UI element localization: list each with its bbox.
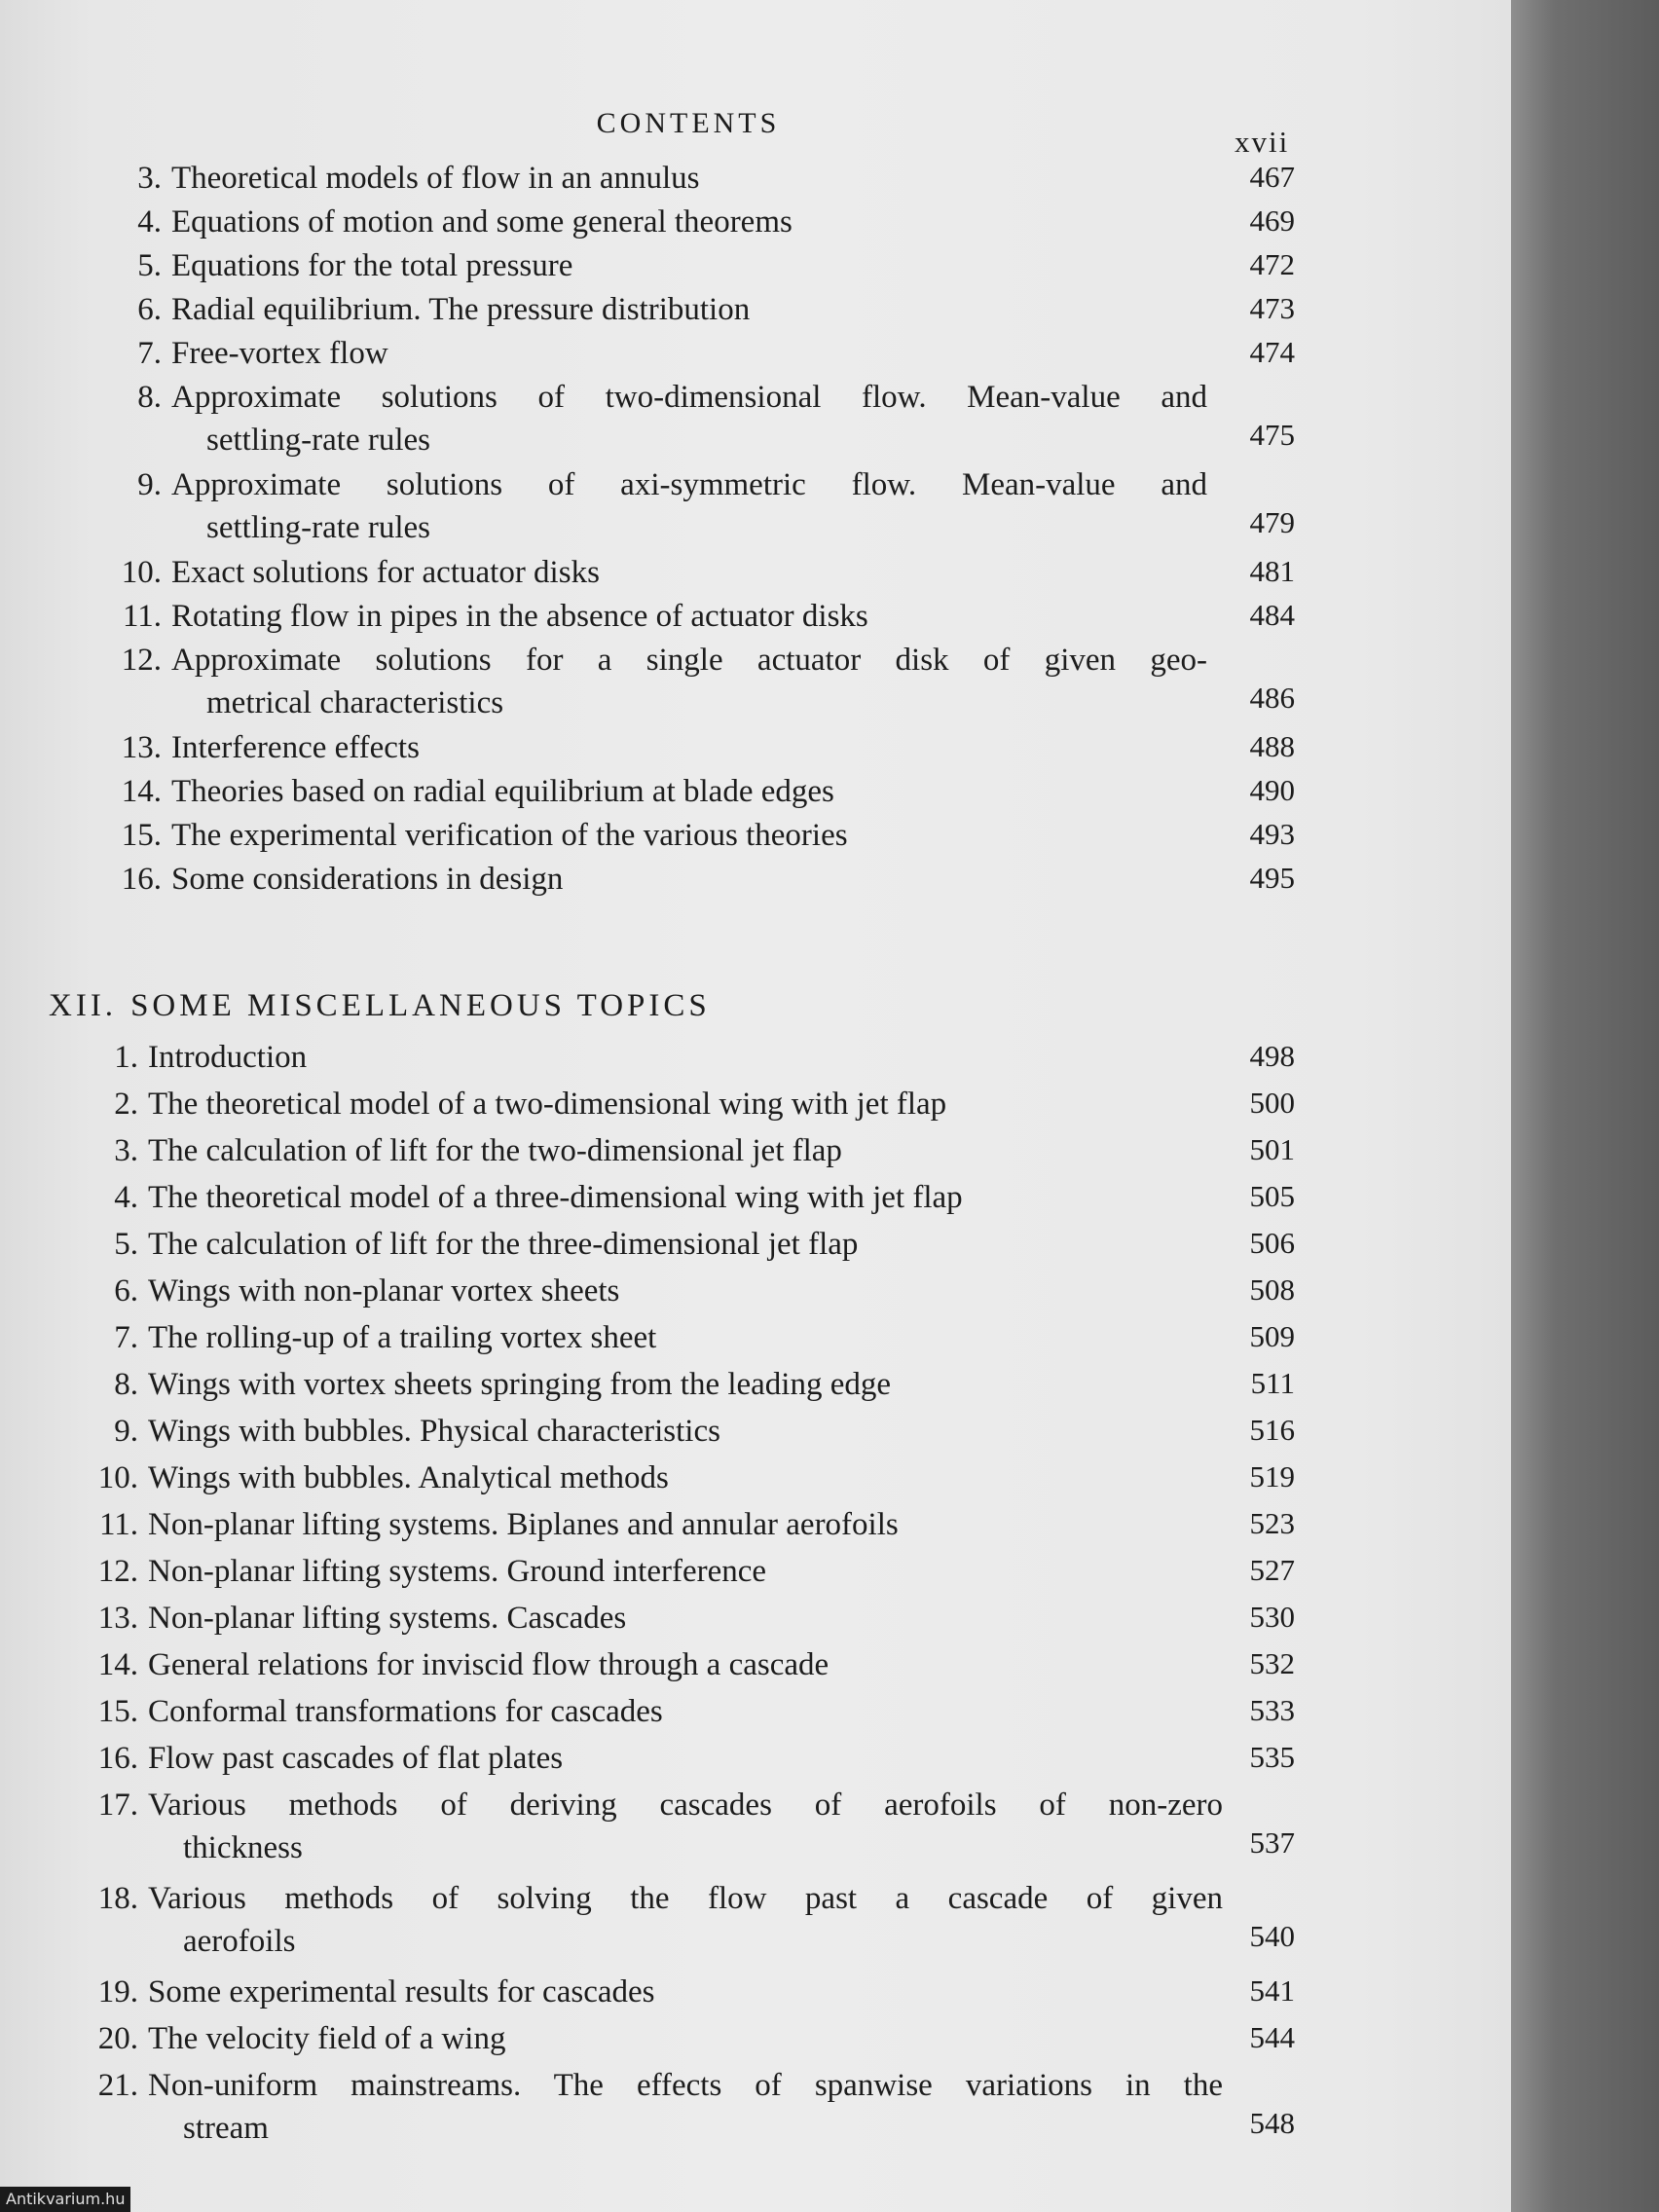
toc-entry-number: 8. xyxy=(137,380,162,415)
toc-page-number: 472 xyxy=(1249,247,1295,281)
toc-entry-number: 19. xyxy=(97,1974,138,2009)
toc-entry-number: 21. xyxy=(97,2068,138,2103)
toc-entry-number: 5. xyxy=(137,248,162,283)
toc-entry-number: 12. xyxy=(121,643,162,678)
toc-page-number: 488 xyxy=(1249,729,1295,763)
toc-entry-number: 11. xyxy=(98,1507,138,1542)
toc-entry xyxy=(88,857,1207,903)
toc-entry-number: 10. xyxy=(97,1460,138,1495)
toc-entry xyxy=(64,1128,1223,1174)
toc-page-number: 475 xyxy=(1249,418,1295,452)
toc-entry-title: Conformal transformations for cascades xyxy=(148,1694,663,1729)
toc-entry xyxy=(64,2063,1223,2155)
toc-entry-title: Wings with bubbles. Analytical methods xyxy=(148,1460,669,1495)
toc-page-number: 484 xyxy=(1249,598,1295,632)
toc-entry-number: 12. xyxy=(97,1554,138,1589)
toc-entry-number: 2. xyxy=(114,1087,138,1122)
toc-entry-number: 1. xyxy=(114,1040,138,1075)
toc-entry xyxy=(88,331,1207,377)
toc-entry xyxy=(64,1783,1223,1874)
toc-entry-number: 15. xyxy=(121,818,162,853)
toc-page-number: 506 xyxy=(1249,1226,1295,1260)
toc-entry xyxy=(64,1362,1223,1408)
toc-page-number: 479 xyxy=(1249,505,1295,539)
toc-entry-title: The rolling-up of a trailing vortex sheet xyxy=(148,1320,657,1355)
toc-entry-title: General relations for inviscid flow through a cascade xyxy=(148,1647,830,1682)
toc-entry xyxy=(64,1222,1223,1268)
toc-page-number: 500 xyxy=(1249,1086,1295,1120)
toc-page-number: 493 xyxy=(1249,817,1295,851)
toc-entry-title: The experimental verification of the various theories xyxy=(171,818,848,853)
toc-page-number: 467 xyxy=(1249,160,1295,194)
toc-entry-number: 13. xyxy=(121,730,162,765)
toc-entry-number: 4. xyxy=(114,1180,138,1215)
toc-page-number: 473 xyxy=(1249,291,1295,325)
toc-entry xyxy=(88,243,1207,289)
toc-page-number: 490 xyxy=(1249,773,1295,807)
toc-entry-number: 6. xyxy=(137,292,162,327)
toc-entry-title: Approximate solutions of two-dimensional flow. Mean-value and xyxy=(171,380,1207,415)
toc-entry-title: Non-planar lifting systems. Biplanes and annular aerofoils xyxy=(148,1507,899,1542)
toc-entry-title: Interference effects xyxy=(171,730,420,765)
toc-entry-number: 18. xyxy=(97,1881,138,1916)
chapter-number: XII. xyxy=(49,988,118,1023)
toc-entry-title-continuation: thickness xyxy=(183,1830,303,1865)
toc-page-number: 511 xyxy=(1250,1366,1295,1400)
toc-entry-title: Theories based on radial equilibrium at blade edges xyxy=(171,774,834,809)
toc-entry-number: 14. xyxy=(121,774,162,809)
toc-entry xyxy=(64,1035,1223,1081)
toc-entry-title: Some considerations in design xyxy=(171,862,564,897)
toc-entry-number: 16. xyxy=(121,862,162,897)
toc-entry-title: Exact solutions for actuator disks xyxy=(171,555,600,590)
toc-entry-title: Various methods of deriving cascades of aerofoils of non-zero xyxy=(148,1788,1223,1823)
toc-entry xyxy=(64,1689,1223,1735)
toc-entry-number: 10. xyxy=(121,555,162,590)
toc-entry-number: 11. xyxy=(122,599,162,634)
toc-entry-number: 5. xyxy=(114,1227,138,1262)
toc-entry xyxy=(88,550,1207,596)
toc-entry-number: 14. xyxy=(97,1647,138,1682)
toc-entry xyxy=(88,813,1207,859)
toc-entry xyxy=(64,1549,1223,1595)
toc-entry-number: 9. xyxy=(137,467,162,502)
toc-entry-title: Equations of motion and some general theorems xyxy=(171,204,793,240)
toc-entry-number: 13. xyxy=(97,1601,138,1636)
toc-entry-number: 15. xyxy=(97,1694,138,1729)
toc-entry xyxy=(64,1642,1223,1688)
toc-entry xyxy=(64,1269,1223,1314)
toc-entry xyxy=(64,1876,1223,1968)
toc-entry-title: Rotating flow in pipes in the absence of actuator disks xyxy=(171,599,868,634)
toc-page-number: 486 xyxy=(1249,681,1295,715)
toc-entry-title: Wings with bubbles. Physical characteristics xyxy=(148,1414,720,1449)
toc-entry xyxy=(88,156,1207,202)
toc-entry xyxy=(88,287,1207,333)
chapter-heading xyxy=(49,988,711,1024)
toc-entry-title: Introduction xyxy=(148,1040,308,1075)
chapter-title: SOME MISCELLANEOUS TOPICS xyxy=(130,988,711,1023)
toc-entry-title: The calculation of lift for the two-dimensional jet flap xyxy=(148,1133,842,1168)
toc-entry-number: 3. xyxy=(137,161,162,196)
toc-entry-title: The theoretical model of a two-dimensional wing with jet flap xyxy=(148,1087,947,1122)
toc-entry xyxy=(64,1175,1223,1221)
toc-page-number: 535 xyxy=(1249,1740,1295,1774)
toc-entry-title: Free-vortex flow xyxy=(171,336,388,371)
toc-entry-title: Approximate solutions for a single actuator disk of given geo- xyxy=(171,643,1207,678)
toc-page-number: 469 xyxy=(1249,203,1295,238)
toc-entry-number: 8. xyxy=(114,1367,138,1402)
toc-entry xyxy=(64,1315,1223,1361)
toc-entry-title: Non-planar lifting systems. Ground interference xyxy=(148,1554,767,1589)
toc-entry-number: 7. xyxy=(137,336,162,371)
toc-page-number: 505 xyxy=(1249,1179,1295,1213)
toc-entry xyxy=(64,1596,1223,1641)
toc-entry-title-continuation: settling-rate rules xyxy=(206,510,431,545)
toc-entry-title: Non-planar lifting systems. Cascades xyxy=(148,1601,627,1636)
toc-entry-number: 16. xyxy=(97,1741,138,1776)
toc-entry-title: Approximate solutions of axi-symmetric flow. Mean-value and xyxy=(171,467,1207,502)
toc-page-number: 509 xyxy=(1249,1319,1295,1353)
toc-page-number: 527 xyxy=(1249,1553,1295,1587)
toc-entry-title-continuation: settling-rate rules xyxy=(206,423,431,458)
toc-page-number: 501 xyxy=(1249,1132,1295,1166)
toc-entry-number: 6. xyxy=(114,1273,138,1309)
toc-entry xyxy=(88,375,1207,466)
toc-entry xyxy=(88,200,1207,245)
toc-entry-number: 7. xyxy=(114,1320,138,1355)
toc-entry xyxy=(64,2016,1223,2062)
toc-page-number: 540 xyxy=(1249,1919,1295,1953)
toc-entry xyxy=(64,1456,1223,1501)
page-folio: xvii xyxy=(1235,125,1290,159)
toc-page-number: 481 xyxy=(1249,554,1295,588)
toc-entry-number: 4. xyxy=(137,204,162,240)
toc-page-number: 474 xyxy=(1249,335,1295,369)
toc-entry-title-continuation: aerofoils xyxy=(183,1924,296,1959)
toc-entry-title: Various methods of solving the flow past a cascade of given xyxy=(148,1881,1223,1916)
toc-entry-title-continuation: metrical characteristics xyxy=(206,685,504,720)
toc-page-number: 516 xyxy=(1249,1413,1295,1447)
toc-page-number: 495 xyxy=(1249,861,1295,895)
toc-entry-title: Theoretical models of flow in an annulus xyxy=(171,161,700,196)
toc-page-number: 519 xyxy=(1249,1459,1295,1493)
toc-entry-number: 3. xyxy=(114,1133,138,1168)
running-head: CONTENTS xyxy=(596,107,781,139)
toc-entry xyxy=(64,1970,1223,2015)
toc-page-number: 537 xyxy=(1249,1825,1295,1860)
toc-entry-number: 17. xyxy=(97,1788,138,1823)
toc-page-number: 532 xyxy=(1249,1646,1295,1680)
toc-entry-title: Equations for the total pressure xyxy=(171,248,573,283)
toc-page-number: 498 xyxy=(1249,1039,1295,1073)
toc-entry xyxy=(64,1082,1223,1127)
toc-page-number: 541 xyxy=(1249,1973,1295,2008)
toc-entry-title: Non-uniform mainstreams. The effects of spanwise variations in the xyxy=(148,2068,1223,2103)
toc-page-number: 548 xyxy=(1249,2106,1295,2140)
toc-entry-title: The theoretical model of a three-dimensional wing with jet flap xyxy=(148,1180,963,1215)
toc-entry-number: 9. xyxy=(114,1414,138,1449)
toc-entry-title: Flow past cascades of flat plates xyxy=(148,1741,564,1776)
toc-entry-title: Some experimental results for cascades xyxy=(148,1974,655,2009)
toc-entry xyxy=(88,462,1207,554)
toc-entry-title: Wings with vortex sheets springing from the leading edge xyxy=(148,1367,892,1402)
toc-entry-title-continuation: stream xyxy=(183,2111,269,2146)
toc-entry xyxy=(88,594,1207,640)
toc-entry-title: The calculation of lift for the three-dimensional jet flap xyxy=(148,1227,859,1262)
toc-entry-title: Wings with non-planar vortex sheets xyxy=(148,1273,620,1309)
toc-entry-title: Radial equilibrium. The pressure distribution xyxy=(171,292,751,327)
toc-page-number: 530 xyxy=(1249,1600,1295,1634)
toc-entry xyxy=(88,769,1207,815)
toc-entry-number: 20. xyxy=(97,2021,138,2056)
toc-page-number: 533 xyxy=(1249,1693,1295,1727)
toc-entry xyxy=(88,725,1207,771)
toc-page-number: 544 xyxy=(1249,2020,1295,2054)
toc-page-number: 523 xyxy=(1249,1506,1295,1540)
toc-entry xyxy=(64,1409,1223,1455)
watermark: Antikvarium.hu xyxy=(0,2187,130,2212)
page-edge-shadow xyxy=(1511,0,1659,2212)
toc-page-number: 508 xyxy=(1249,1272,1295,1307)
toc-entry xyxy=(88,638,1207,729)
toc-entry xyxy=(64,1502,1223,1548)
toc-entry xyxy=(64,1736,1223,1782)
toc-entry-title: The velocity field of a wing xyxy=(148,2021,506,2056)
